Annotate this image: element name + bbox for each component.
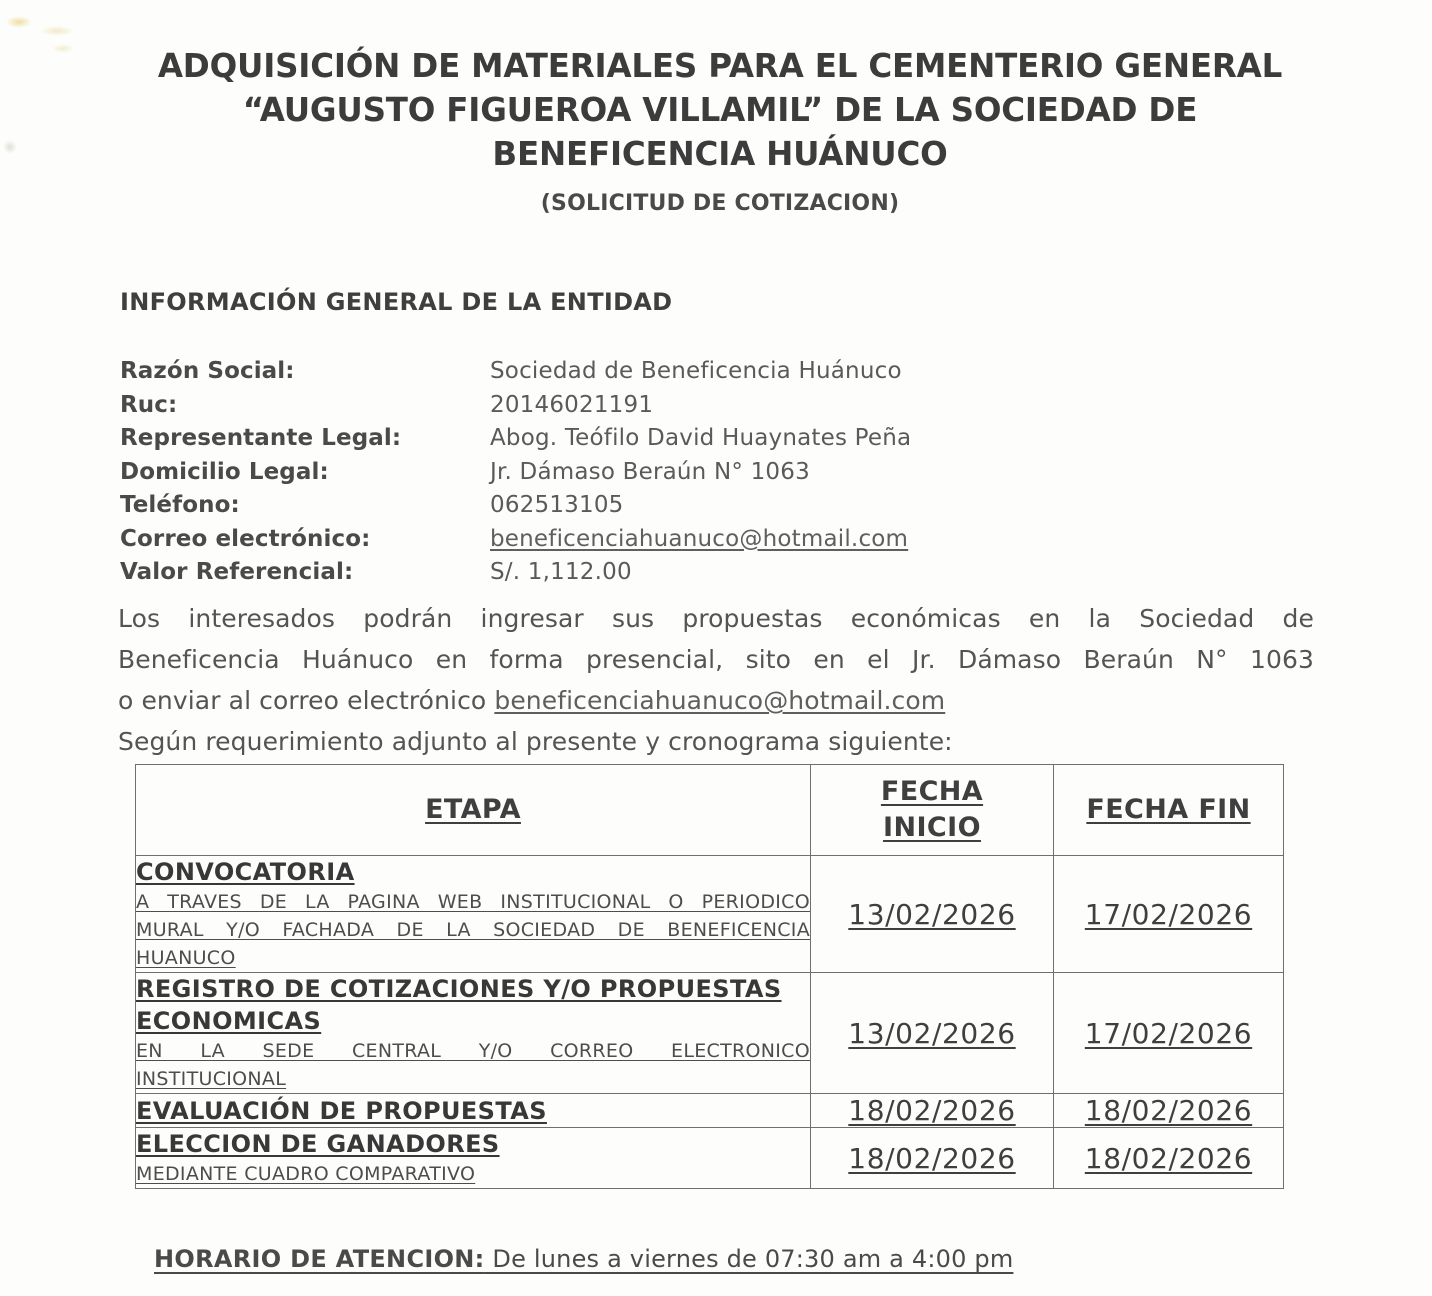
cell-fecha-fin xyxy=(1054,1128,1284,1189)
info-row-representante-legal xyxy=(120,425,1320,459)
document-subtitle: (SOLICITUD DE COTIZACION) xyxy=(540,191,900,216)
etapa-title: ELECCION DE GANADORES xyxy=(136,1130,500,1158)
column-header-fecha-fin-label: FECHA FIN xyxy=(1086,794,1251,825)
etapa-detail-line: MEDIANTE CUADRO COMPARATIVO xyxy=(136,1163,476,1185)
fecha-fin-value: 18/02/2026 xyxy=(1084,1094,1253,1127)
paragraph-line-3 xyxy=(118,680,1314,721)
etapa-detail-line: HUANUCO xyxy=(136,947,236,969)
fecha-inicio-value: 13/02/2026 xyxy=(848,897,1016,931)
fecha-fin-value: 18/02/2026 xyxy=(1084,1141,1253,1175)
etapa-detail xyxy=(136,1037,810,1093)
horario-label: HORARIO DE ATENCION: xyxy=(154,1245,485,1273)
cell-fecha-fin xyxy=(1054,1094,1284,1128)
horario-atencion xyxy=(118,1245,1013,1273)
horario-value: De lunes a viernes de 07:30 am a 4:00 pm xyxy=(484,1245,1014,1273)
cell-fecha-inicio xyxy=(811,973,1054,1094)
etapa-detail xyxy=(136,1160,810,1188)
fecha-fin-value: 17/02/2026 xyxy=(1084,897,1253,931)
fecha-fin-value: 17/02/2026 xyxy=(1084,1016,1253,1050)
info-label: Representante Legal: xyxy=(120,425,402,451)
table-row xyxy=(136,1094,1284,1128)
info-label: Teléfono: xyxy=(120,492,240,518)
cell-etapa xyxy=(136,856,811,973)
table-row xyxy=(136,973,1284,1094)
etapa-title-line-2: ECONOMICAS xyxy=(136,1007,322,1035)
paragraph-line-4: Según requerimiento adjunto al presente y cronograma siguiente: xyxy=(118,727,953,756)
title-line-1: ADQUISICIÓN DE MATERIALES PARA EL CEMENTERIO GENERAL xyxy=(157,47,1283,85)
etapa-detail-line: A TRAVES DE LA PAGINA WEB INSTITUCIONAL O PERIODICO xyxy=(136,891,810,913)
info-row-telefono xyxy=(120,492,1320,526)
info-label: Correo electrónico: xyxy=(120,525,371,552)
cell-fecha-inicio xyxy=(811,1128,1054,1189)
title-line-2: “AUGUSTO FIGUEROA VILLAMIL” DE LA SOCIEDAD DE xyxy=(242,91,1198,129)
info-label: Razón Social: xyxy=(120,358,295,384)
info-value: Jr. Dámaso Beraún N° 1063 xyxy=(490,458,810,485)
scan-artifact xyxy=(3,140,17,154)
title-line-3: BENEFICENCIA HUÁNUCO xyxy=(492,135,948,173)
etapa-detail-line: MURAL Y/O FACHADA DE LA SOCIEDAD DE BENEFICENCIA xyxy=(136,919,810,941)
cell-fecha-inicio xyxy=(811,856,1054,973)
info-value: 20146021191 xyxy=(490,391,654,418)
email-link[interactable]: beneficenciahuanuco@hotmail.com xyxy=(490,525,909,552)
info-label: Domicilio Legal: xyxy=(120,458,329,485)
table-row xyxy=(136,1128,1284,1189)
fecha-inicio-value: 13/02/2026 xyxy=(848,1016,1016,1050)
fecha-inicio-value: 18/02/2026 xyxy=(848,1141,1016,1175)
etapa-detail-line: EN LA SEDE CENTRAL Y/O CORREO ELECTRONICO xyxy=(136,1040,810,1062)
email-link-inline[interactable]: beneficenciahuanuco@hotmail.com xyxy=(494,686,946,715)
fecha-inicio-value: 18/02/2026 xyxy=(848,1094,1016,1127)
cronograma-table xyxy=(135,764,1284,1189)
table-header-row xyxy=(136,765,1284,856)
column-header-etapa xyxy=(136,765,811,856)
entity-info-list xyxy=(120,358,1320,593)
submission-instructions-paragraph xyxy=(118,598,1314,762)
info-row-valor-referencial xyxy=(120,559,1320,593)
column-header-fecha-inicio xyxy=(811,765,1054,856)
info-row-correo-electronico xyxy=(120,526,1320,560)
info-row-ruc xyxy=(120,392,1320,426)
table-row xyxy=(136,856,1284,973)
etapa-title: EVALUACIÓN DE PROPUESTAS xyxy=(136,1096,547,1125)
cell-fecha-fin xyxy=(1054,856,1284,973)
column-header-fecha-fin xyxy=(1054,765,1284,856)
paragraph-line-1: Los interesados podrán ingresar sus propuestas económicas en la Sociedad de xyxy=(118,604,1314,633)
paragraph-line-3-prefix: o enviar al correo electrónico xyxy=(118,686,495,715)
cell-fecha-fin xyxy=(1054,973,1284,1094)
paragraph-line-2: Beneficencia Huánuco en forma presencial, sito en el Jr. Dámaso Beraún N° 1063 xyxy=(118,645,1314,674)
scan-artifact xyxy=(40,26,74,36)
cell-etapa xyxy=(136,1094,811,1128)
info-label: Valor Referencial: xyxy=(120,559,354,585)
scan-artifact xyxy=(6,16,32,28)
etapa-detail-line: INSTITUCIONAL xyxy=(136,1068,287,1090)
etapa-title-line-1: REGISTRO DE COTIZACIONES Y/O PROPUESTAS xyxy=(136,975,782,1003)
info-value: Abog. Teófilo David Huaynates Peña xyxy=(490,425,912,451)
etapa-detail xyxy=(136,888,810,972)
info-row-domicilio-legal xyxy=(120,459,1320,493)
section-heading-entity-info: INFORMACIÓN GENERAL DE LA ENTIDAD xyxy=(120,288,673,316)
cell-etapa xyxy=(136,973,811,1094)
document-title xyxy=(120,44,1320,216)
column-header-fecha-inicio-line1: FECHA xyxy=(880,776,984,807)
column-header-etapa-label: ETAPA xyxy=(425,794,521,825)
info-row-razon-social xyxy=(120,358,1320,392)
info-label: Ruc: xyxy=(120,391,178,418)
info-value: S/. 1,112.00 xyxy=(490,559,632,585)
scan-artifact xyxy=(52,44,74,53)
etapa-title: CONVOCATORIA xyxy=(136,858,355,886)
cell-etapa xyxy=(136,1128,811,1189)
cell-fecha-inicio xyxy=(811,1094,1054,1128)
info-value: 062513105 xyxy=(490,492,624,518)
info-value: Sociedad de Beneficencia Huánuco xyxy=(490,358,902,384)
column-header-fecha-inicio-line2: INICIO xyxy=(883,812,981,843)
